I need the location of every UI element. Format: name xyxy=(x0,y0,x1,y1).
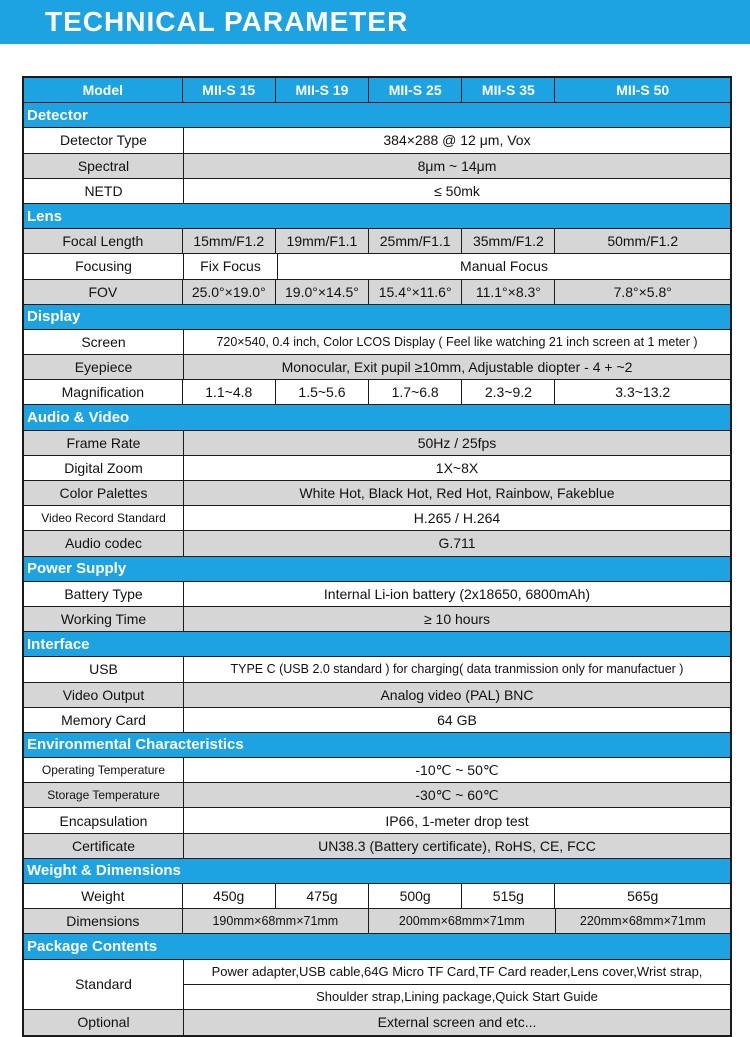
section-audio-video: Audio & Video xyxy=(24,405,730,430)
row-label: NETD xyxy=(24,179,184,203)
row-value: H.265 / H.264 xyxy=(413,510,501,527)
row-value: 384×288 @ 12 μm, Vox xyxy=(383,132,531,149)
row-label: USB xyxy=(24,657,184,681)
model-header: Model xyxy=(24,78,183,102)
table-row xyxy=(24,154,730,179)
row-value: 1X~8X xyxy=(435,459,479,476)
table-row xyxy=(24,1010,730,1035)
row-value: 8μm ~ 14μm xyxy=(184,154,730,178)
row-value: 64 GB xyxy=(437,711,477,728)
row-value: Internal Li-ion battery (2x18650, 6800mAh) xyxy=(323,585,591,602)
row-value: ≥ 10 hours xyxy=(184,607,730,631)
row-value: Fix Focus xyxy=(184,254,278,278)
row-label: Magnification xyxy=(24,380,183,404)
row-label: Eyepiece xyxy=(24,355,184,379)
row-value: 19.0°×14.5° xyxy=(276,280,369,304)
table-header-row xyxy=(24,78,730,103)
row-value: 19mm/F1.1 xyxy=(276,229,369,253)
table-row xyxy=(24,758,730,783)
row-label: Video Record Standard xyxy=(24,506,184,530)
row-label: Weight xyxy=(24,884,183,908)
row-value: 50mm/F1.2 xyxy=(555,229,730,253)
section-lens: Lens xyxy=(24,204,730,229)
row-value: Analog video (PAL) BNC xyxy=(184,683,730,707)
row-value: 25.0°×19.0° xyxy=(183,280,276,304)
section-display: Display xyxy=(24,305,730,330)
section-package-contents: Package Contents xyxy=(24,934,730,959)
section-interface: Interface xyxy=(24,632,730,657)
standard-line: Power adapter,USB cable,64G Micro TF Card,TF Card reader,Lens cover,Wrist strap, xyxy=(184,960,730,985)
row-value: 7.8°×5.8° xyxy=(555,280,730,304)
row-label: Screen xyxy=(24,330,184,354)
table-row xyxy=(24,884,730,909)
section-detector: Detector xyxy=(24,103,730,128)
row-label: Spectral xyxy=(24,154,184,178)
row-value: 450g xyxy=(183,884,276,908)
row-value: 1.7~6.8 xyxy=(369,380,462,404)
page-title: TECHNICAL PARAMETER xyxy=(45,6,409,37)
row-value: ≤ 50mk xyxy=(434,182,480,199)
row-value: 11.1°×8.3° xyxy=(462,280,555,304)
row-label: Memory Card xyxy=(24,708,184,732)
table-row xyxy=(24,960,730,1010)
row-label: Battery Type xyxy=(24,582,184,606)
table-row xyxy=(24,280,730,305)
section-power-supply: Power Supply xyxy=(24,557,730,582)
table-row xyxy=(24,380,730,405)
row-value: -10℃ ~ 50℃ xyxy=(415,761,499,778)
row-value: 3.3~13.2 xyxy=(615,384,671,401)
table-row xyxy=(24,783,730,808)
row-label: Frame Rate xyxy=(24,431,184,455)
row-value: 2.3~9.2 xyxy=(462,380,555,404)
row-value: 475g xyxy=(276,884,369,908)
row-label: Dimensions xyxy=(24,909,183,933)
row-value: 35mm/F1.2 xyxy=(462,229,555,253)
row-label: Digital Zoom xyxy=(24,456,184,480)
table-row xyxy=(24,531,730,556)
title-banner xyxy=(0,0,750,44)
row-value: 25mm/F1.1 xyxy=(369,229,462,253)
table-row xyxy=(24,229,730,254)
row-label: Storage Temperature xyxy=(24,783,184,807)
table-row xyxy=(24,456,730,481)
row-value: 200mm×68mm×71mm xyxy=(369,909,555,933)
table-row xyxy=(24,657,730,682)
row-label: Video Output xyxy=(24,683,184,707)
row-value: 720×540, 0.4 inch, Color LCOS Display ( Feel like watching 21 inch screen at 1 meter ) xyxy=(216,334,698,349)
row-value: 565g xyxy=(627,888,659,905)
row-value: 1.5~5.6 xyxy=(276,380,369,404)
table-row xyxy=(24,254,730,279)
row-value: 220mm×68mm×71mm xyxy=(556,909,731,933)
table-row xyxy=(24,607,730,632)
table-row xyxy=(24,128,730,153)
row-label: Color Palettes xyxy=(24,481,184,505)
table-row xyxy=(24,582,730,607)
row-label: Standard xyxy=(24,960,184,1009)
row-value: White Hot, Black Hot, Red Hot, Rainbow, Fakeblue xyxy=(184,481,730,505)
row-value: 190mm×68mm×71mm xyxy=(183,909,369,933)
table-row xyxy=(24,808,730,833)
model-header-cell: MII-S 35 xyxy=(462,78,555,102)
row-label: Working Time xyxy=(24,607,184,631)
row-value: -30℃ ~ 60℃ xyxy=(184,783,730,807)
row-value: TYPE C (USB 2.0 standard ) for charging( data tranmission only for manufactuer ) xyxy=(230,662,684,677)
row-label: Focal Length xyxy=(24,229,183,253)
row-label: Focusing xyxy=(24,254,184,278)
standard-line: Shoulder strap,Lining package,Quick Start Guide xyxy=(316,989,598,1005)
row-label: Operating Temperature xyxy=(24,758,184,782)
row-value: 500g xyxy=(369,884,462,908)
model-header-cell: MII-S 25 xyxy=(369,78,462,102)
table-row xyxy=(24,330,730,355)
table-row xyxy=(24,481,730,506)
table-row xyxy=(24,355,730,380)
spec-table xyxy=(22,76,732,1037)
row-value: 1.1~4.8 xyxy=(183,380,276,404)
row-value: 50Hz / 25fps xyxy=(184,431,730,455)
row-value: G.711 xyxy=(184,531,730,555)
table-row xyxy=(24,683,730,708)
section-weight-dimensions: Weight & Dimensions xyxy=(24,859,730,884)
row-value: 15.4°×11.6° xyxy=(369,280,462,304)
row-label: Detector Type xyxy=(24,128,184,152)
table-row xyxy=(24,179,730,204)
standard-contents xyxy=(184,960,730,1009)
section-environmental: Environmental Characteristics xyxy=(24,733,730,758)
row-value: External screen and etc... xyxy=(184,1010,730,1035)
table-row xyxy=(24,834,730,859)
table-row xyxy=(24,708,730,733)
row-value: Monocular, Exit pupil ≥10mm, Adjustable diopter - 4 + ~2 xyxy=(184,355,730,379)
model-header-cell: MII-S 15 xyxy=(183,78,276,102)
row-label: Encapsulation xyxy=(24,808,184,832)
row-value: Manual Focus xyxy=(460,258,548,275)
table-row xyxy=(24,431,730,456)
row-label: Certificate xyxy=(24,834,184,858)
row-value: 15mm/F1.2 xyxy=(183,229,276,253)
model-header-cell: MII-S 50 xyxy=(555,78,730,102)
row-value: UN38.3 (Battery certificate), RoHS, CE, FCC xyxy=(184,834,730,858)
row-label: Optional xyxy=(24,1010,184,1035)
row-label: Audio codec xyxy=(24,531,184,555)
row-value: 515g xyxy=(462,884,555,908)
row-value: IP66, 1-meter drop test xyxy=(385,812,529,829)
table-row xyxy=(24,506,730,531)
table-row xyxy=(24,909,730,934)
model-header-cell: MII-S 19 xyxy=(276,78,369,102)
row-label: FOV xyxy=(24,280,183,304)
